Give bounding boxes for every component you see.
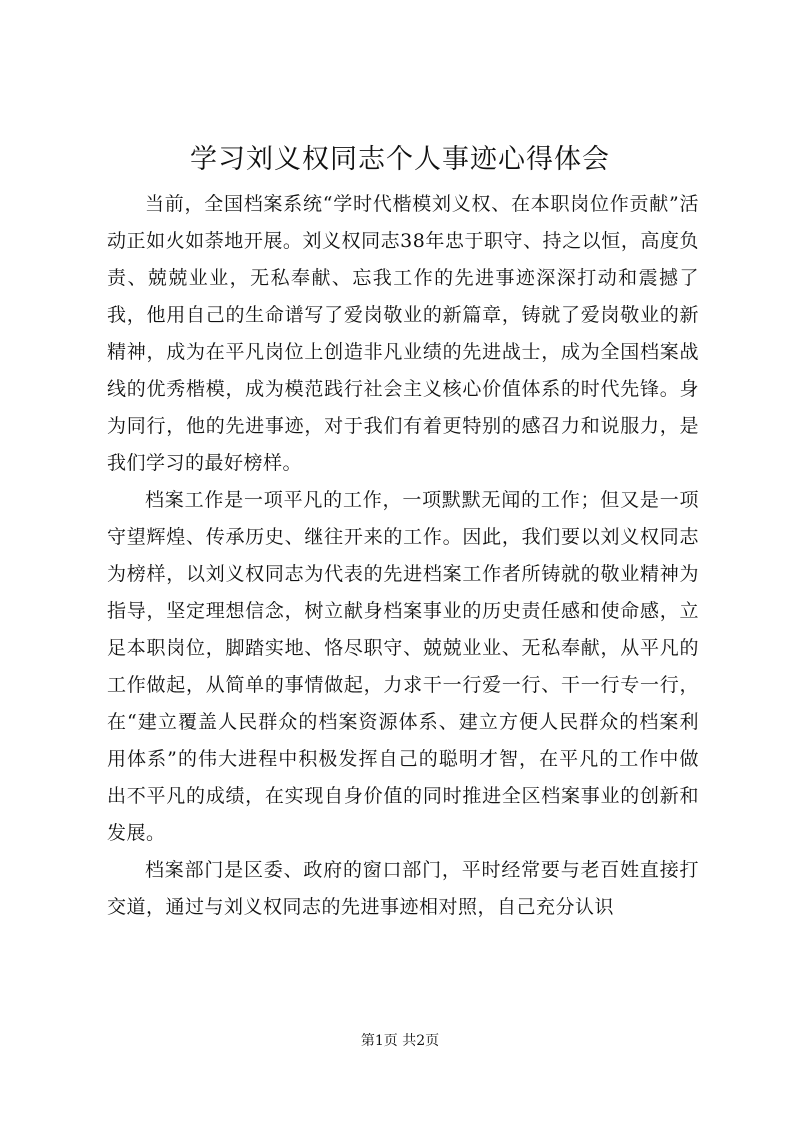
document-title: 学习刘义权同志个人事迹心得体会 [190,144,610,175]
paragraph-1: 当前，全国档案系统“学时代楷模刘义权、在本职岗位作贡献”活动正如火如荼地开展。刘义权同志38年忠于职守、持之以恒，高度负责、兢兢业业，无私奉献、忘我工作的先进事迹深深打动和震撼了我，他用自己的生命谱写了爱岗敬业的新篇章，铸就了爱岗敬业的新精神，成为在平凡岗位上创造非凡业绩的先进战士，成为全国档案战线的优秀楷模，成为模范践行社会主义核心价值体系的时代先锋。身为同行，他的先进事迹，对于我们有着更特别的感召力和说服力，是我们学习的最好榜样。 [107,193,699,474]
paragraph-2: 档案工作是一项平凡的工作，一项默默无闻的工作；但又是一项守望辉煌、传承历史、继往开来的工作。因此，我们要以刘义权同志为榜样，以刘义权同志为代表的先进档案工作者所铸就的敬业精神为指导，坚定理想信念，树立献身档案事业的历史责任感和使命感，立足本职岗位，脚踏实地、恪尽职守、兢兢业业、无私奉献，从平凡的工作做起，从简单的事情做起，力求干一行爱一行、干一行专一行，在“建立覆盖人民群众的档案资源体系、建立方便人民群众的档案利用体系”的伟大进程中积极发挥自己的聪明才智，在平凡的工作中做出不平凡的成绩，在实现自身价值的同时推进全区档案事业的创新和发展。 [107,489,699,844]
document-body [107,186,699,926]
paragraph-3: 档案部门是区委、政府的窗口部门，平时经常要与老百姓直接打交道，通过与刘义权同志的先进事迹相对照，自己充分认识 [107,859,699,918]
page-number-footer: 第1页 共2页 [360,1033,440,1049]
